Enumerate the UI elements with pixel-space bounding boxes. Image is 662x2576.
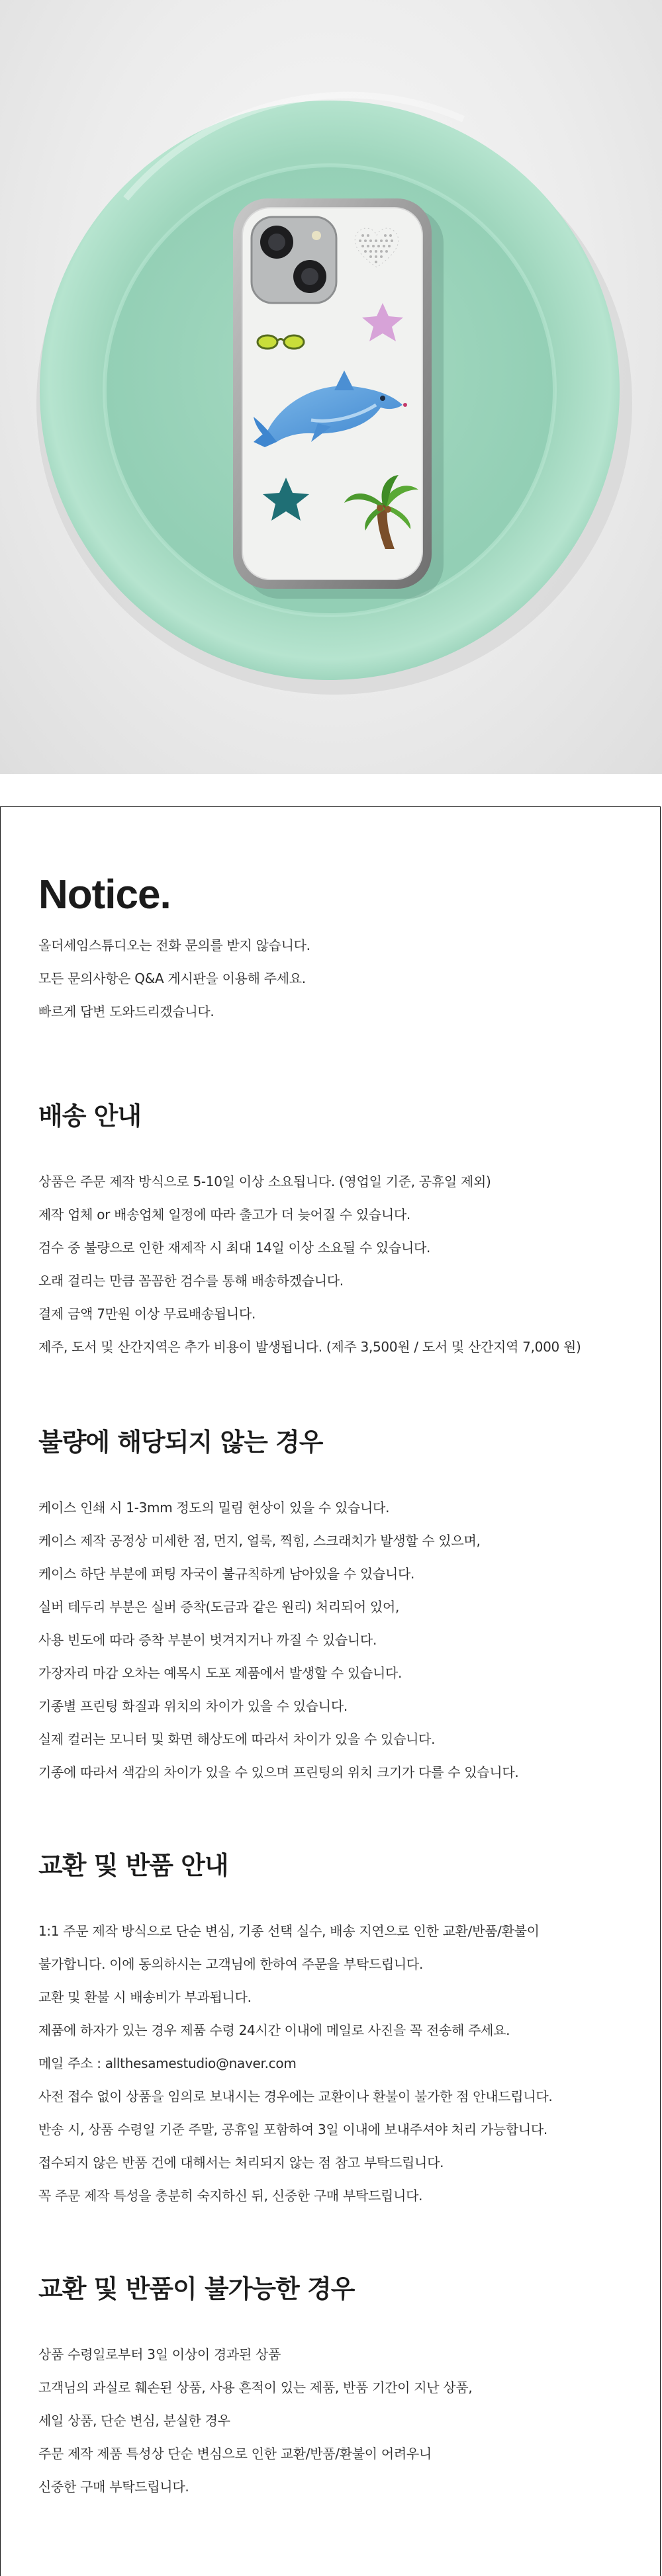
notice-box (0, 806, 661, 2576)
section-exchange-lines (38, 1914, 552, 2212)
section-line: 실버 테두리 부분은 실버 증착(도금과 같은 원리) 처리되어 있어, (38, 1599, 400, 1615)
section-line: 상품 수령일로부터 3일 이상이 경과된 상품 (38, 2346, 281, 2362)
section-line: 꼭 주문 제작 특성을 충분히 숙지하신 뒤, 신중한 구매 부탁드립니다. (38, 2188, 423, 2204)
section-line: 고객님의 과실로 훼손된 상품, 사용 흔적이 있는 제품, 반품 기간이 지난 상품, (38, 2380, 473, 2395)
intro-line: 빠르게 답변 도와드리겠습니다. (38, 1004, 214, 1019)
product-photo (0, 0, 662, 774)
section-non-defect-lines (38, 1491, 518, 1789)
section-line: 실제 컬러는 모니터 및 화면 해상도에 따라서 차이가 있을 수 있습니다. (38, 1731, 436, 1747)
section-line: 사용 빈도에 따라 증착 부분이 벗겨지거나 까질 수 있습니다. (38, 1632, 377, 1648)
section-line: 기종별 프린팅 화질과 위치의 차이가 있을 수 있습니다. (38, 1698, 348, 1714)
section-line: 가장자리 마감 오차는 예목시 도포 제품에서 발생할 수 있습니다. (38, 1665, 402, 1681)
section-line: 세일 상품, 단순 변심, 분실한 경우 (38, 2413, 230, 2428)
phone-case (233, 198, 432, 589)
section-title-non-defect: 불량에 해당되지 않는 경우 (38, 1428, 323, 1457)
section-line: 케이스 인쇄 시 1-3mm 정도의 밀림 현상이 있을 수 있습니다. (38, 1500, 390, 1516)
section-line: 불가합니다. 이에 동의하시는 고객님에 한하여 주문을 부탁드립니다. (38, 1956, 424, 1972)
section-line: 신중한 구매 부탁드립니다. (38, 2479, 189, 2495)
section-title-shipping: 배송 안내 (38, 1101, 142, 1131)
section-line: 케이스 제작 공정상 미세한 점, 먼지, 얼룩, 찍힘, 스크래치가 발생할 수 있으며, (38, 1533, 481, 1549)
section-shipping-lines (38, 1165, 581, 1363)
section-title-exchange: 교환 및 반품 안내 (38, 1851, 228, 1880)
notice-intro (38, 929, 310, 1028)
section-line: 검수 중 불량으로 인한 재제작 시 최대 14일 이상 소요될 수 있습니다. (38, 1240, 431, 1256)
section-line: 교환 및 환불 시 배송비가 부과됩니다. (38, 1989, 252, 2005)
section-no-exchange-lines (38, 2338, 472, 2503)
section-title-no-exchange: 교환 및 반품이 불가능한 경우 (38, 2274, 355, 2303)
section-line: 기종에 따라서 색감의 차이가 있을 수 있으며 프린팅의 위치 크기가 다를 수 있습니다. (38, 1764, 519, 1780)
section-line: 결제 금액 7만원 이상 무료배송됩니다. (38, 1306, 256, 1322)
section-line: 사전 접수 없이 상품을 임의로 보내시는 경우에는 교환이나 환불이 불가한 점 안내드립니다. (38, 2088, 553, 2104)
section-line: 반송 시, 상품 수령일 기준 주말, 공휴일 포함하여 3일 이내에 보내주셔야 처리 가능합니다. (38, 2122, 547, 2137)
section-line: 1:1 주문 제작 방식으로 단순 변심, 기종 선택 실수, 배송 지연으로 인한 교환/반품/환불이 (38, 1923, 540, 1939)
section-line: 제작 업체 or 배송업체 일정에 따라 출고가 더 늦어질 수 있습니다. (38, 1207, 410, 1223)
section-line: 제품에 하자가 있는 경우 제품 수령 24시간 이내에 메일로 사진을 꼭 전송해 주세요. (38, 2022, 510, 2038)
intro-line: 모든 문의사항은 Q&A 게시판을 이용해 주세요. (38, 970, 306, 986)
notice-title: Notice. (38, 872, 171, 918)
section-line: 제주, 도서 및 산간지역은 추가 비용이 발생됩니다. (제주 3,500원 / 도서 및 산간지역 7,000 원) (38, 1339, 581, 1355)
section-line: 접수되지 않은 반품 건에 대해서는 처리되지 않는 점 참고 부탁드립니다. (38, 2155, 444, 2170)
section-line: 상품은 주문 제작 방식으로 5-10일 이상 소요됩니다. (영업일 기준, 공휴일 제외) (38, 1174, 491, 1189)
product-photo-illustration (0, 0, 662, 774)
section-line: 주문 제작 제품 특성상 단순 변심으로 인한 교환/반품/환불이 어려우니 (38, 2446, 432, 2462)
section-line: 오래 걸리는 만큼 꼼꼼한 검수를 통해 배송하겠습니다. (38, 1273, 344, 1289)
section-line: 케이스 하단 부분에 퍼팅 자국이 불규칙하게 남아있을 수 있습니다. (38, 1566, 415, 1582)
intro-line: 올더세임스튜디오는 전화 문의를 받지 않습니다. (38, 937, 310, 953)
section-line: 메일 주소 : allthesamestudio@naver.com (38, 2055, 297, 2071)
